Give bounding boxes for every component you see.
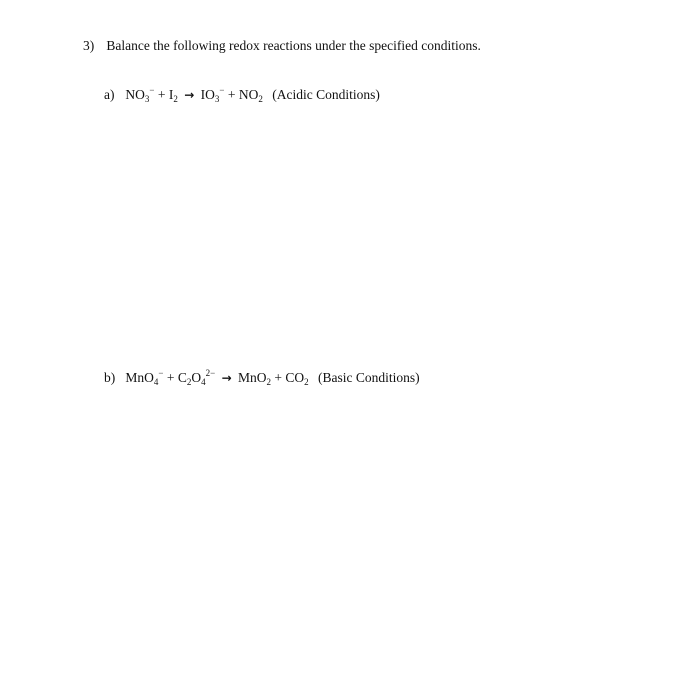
part-a-label: a)	[104, 87, 115, 102]
reactant-oxalate: $C_2O_4^{2-}$	[177, 368, 216, 387]
product-carbon-dioxide: $CO_2$	[285, 370, 309, 387]
reaction-arrow-icon: →	[221, 371, 232, 385]
reactant-nitrate: $NO_3^-$	[125, 85, 155, 104]
plus-sign: +	[166, 370, 175, 385]
reactant-iodine: $I_2$	[168, 87, 178, 104]
plus-sign: +	[227, 87, 236, 102]
question-3	[83, 38, 481, 54]
plus-sign: +	[274, 370, 283, 385]
question-number: 3)	[83, 38, 95, 53]
reaction-arrow-icon: →	[184, 88, 195, 102]
plus-sign: +	[157, 87, 166, 102]
part-b-reaction	[104, 370, 420, 386]
part-a-conditions: (Acidic Conditions)	[272, 87, 380, 102]
part-b-label: b)	[104, 370, 116, 385]
question-text: Balance the following redox reactions under the specified conditions.	[106, 38, 481, 53]
part-a-reaction	[104, 87, 380, 103]
product-nitrogen-dioxide: $NO_2$	[238, 87, 263, 104]
part-b-conditions: (Basic Conditions)	[318, 370, 420, 385]
reactant-permanganate: MnO$_4$−	[125, 368, 164, 387]
product-iodate: $IO_3^-$	[200, 85, 225, 104]
product-manganese-dioxide: MnO$_2$	[238, 370, 272, 387]
